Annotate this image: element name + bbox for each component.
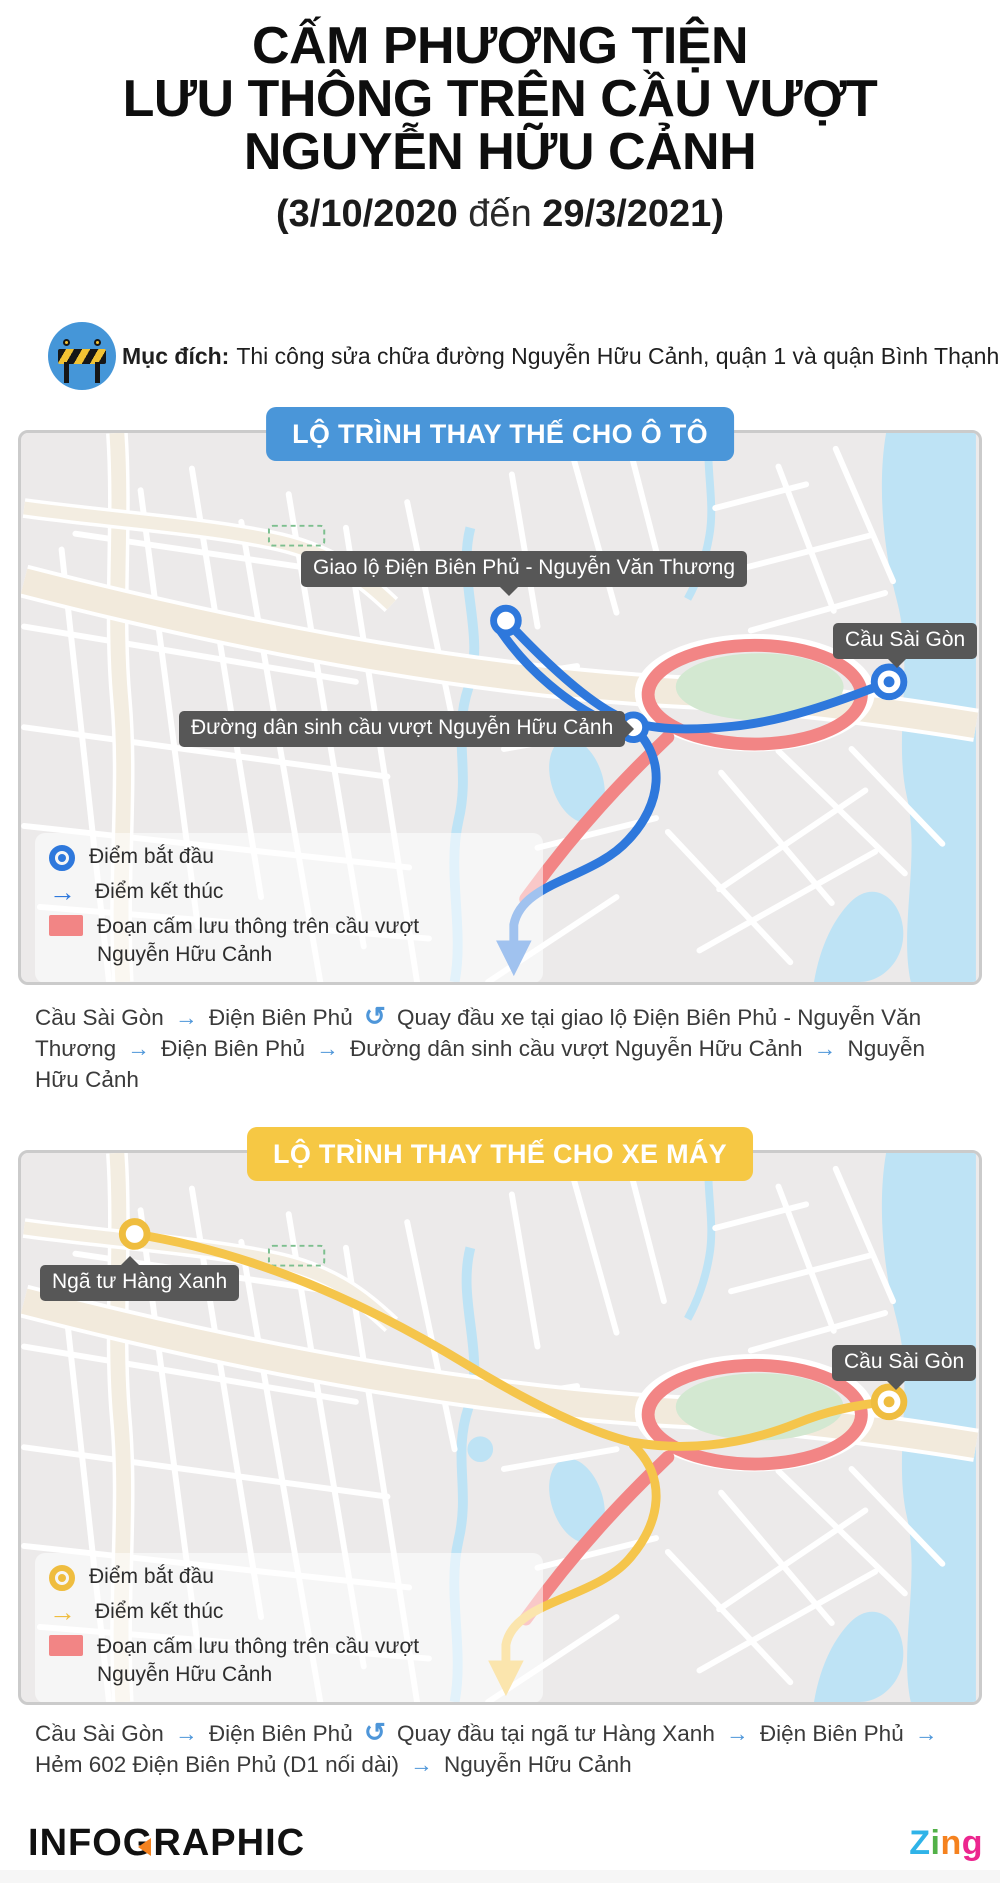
route-step: Điện Biên Phủ [759,1721,904,1746]
arrow-icon: → [914,1721,938,1746]
car-uturn-marker [494,608,519,633]
route-step: Cầu Sài Gòn [35,1721,164,1746]
legend-banned-line2: Nguyễn Hữu Cảnh [97,943,273,966]
legend-banned-label [97,913,419,969]
uturn-icon: ↺ [363,1717,386,1747]
purpose-body: Thi công sửa chữa đường Nguyễn Hữu Cảnh, quận 1 và quận Bình Thạnh [236,342,1000,369]
legend-banned-line1: Đoạn cấm lưu thông trên cầu vượt [97,1635,420,1658]
route-step: Quay đầu tại ngã tư Hàng Xanh [397,1721,715,1746]
date-space [532,193,543,235]
route-step: Điện Biên Phủ [161,1036,305,1061]
label-saigon-bridge-2 [832,1345,976,1381]
road-barrier-icon [48,322,116,390]
legend-end-label: Điểm kết thúc [95,1600,224,1623]
pointer-icon [499,586,519,596]
end-point-arrow-icon: → [49,877,76,907]
route-step: Quay đầu xe tại giao lộ Điện Biên Phủ - Nguyễn Văn Thương [35,1005,922,1061]
title-block [0,17,1000,236]
pointer-icon [887,658,907,668]
barrier-leg [95,362,100,383]
route-step: Đường dân sinh cầu vượt Nguyễn Hữu Cảnh [350,1036,803,1061]
end-point-arrow-icon: → [49,1597,76,1627]
date-open: ( [276,193,289,235]
brand-triangle-icon [138,1838,151,1856]
moto-map-header: LỘ TRÌNH THAY THẾ CHO XE MÁY [247,1127,753,1181]
date-end: 29/3/2021 [542,193,712,235]
bottom-strip [0,1870,1000,1883]
car-map-header: LỘ TRÌNH THAY THẾ CHO Ô TÔ [266,407,734,461]
purpose-label: Mục đích: [122,342,230,369]
date-start: 3/10/2020 [288,193,458,235]
moto-route-description [35,1717,967,1780]
car-route-description [35,1001,967,1095]
route-step: Nguyễn Hữu Cảnh [35,1036,926,1092]
label-hang-xanh [40,1265,239,1301]
legend [35,1553,543,1703]
date-range [0,193,1000,236]
legend-banned-line1: Đoạn cấm lưu thông trên cầu vượt [97,915,420,938]
arrow-icon: → [175,1721,198,1746]
moto-uturn-marker [122,1222,147,1247]
label-service-road-text: Đường dân sinh cầu vượt Nguyễn Hữu Cảnh [191,716,614,739]
route-step: Điện Biên Phủ [208,1721,353,1746]
title-line-2: LƯU THÔNG TRÊN CẦU VƯỢT [122,70,878,128]
legend-banned-line2: Nguyễn Hữu Cảnh [97,1663,273,1686]
label-service-road [179,711,625,747]
legend-start-label: Điểm bắt đầu [89,1565,214,1588]
label-hang-xanh-text: Ngã tư Hàng Xanh [52,1270,228,1293]
legend-end-label: Điểm kết thúc [95,880,224,903]
legend-start-label: Điểm bắt đầu [89,845,214,868]
start-point-icon [49,845,75,871]
pointer-icon [624,719,634,739]
label-saigon-bridge-text: Cầu Sài Gòn [845,628,966,651]
pointer-icon [886,1380,906,1390]
zing-logo-letter: Z [909,1824,931,1862]
route-step: Điện Biên Phủ [208,1005,353,1030]
route-step: Nguyễn Hữu Cảnh [443,1752,632,1777]
barrier-lamp-icon [63,339,70,346]
legend-start-row [49,845,529,871]
brand-g-letter: G [122,1822,154,1864]
legend-end-row [49,1597,529,1627]
moto-route-map [18,1150,982,1705]
date-conj-word: đến [468,193,532,235]
route-step: Hẻm 602 Điện Biên Phủ (D1 nối dài) [35,1752,399,1777]
start-point-icon [49,1565,75,1591]
barrier-leg [64,362,69,383]
pointer-icon [120,1256,140,1266]
purpose-line [122,322,999,390]
arrow-icon: → [813,1036,837,1061]
arrow-icon: → [316,1036,339,1061]
arrow-icon: → [726,1721,749,1746]
legend-start-row [49,1565,529,1591]
arrow-icon: → [175,1005,198,1030]
arrow-icon: → [127,1036,150,1061]
date-conjunction [458,193,469,235]
zing-logo-letter: i [930,1824,941,1862]
route-step: Cầu Sài Gòn [35,1005,164,1030]
date-close: ) [711,193,724,235]
banned-segment-swatch-icon [49,915,83,936]
arrow-icon: → [410,1752,433,1777]
label-intersection-text: Giao lộ Điện Biên Phủ - Nguyễn Văn Thương [313,556,736,579]
moto-start-marker [874,1387,904,1417]
title-line-1: CẤM PHƯƠNG TIỆN [252,17,748,75]
barrier-lamp-icon [94,339,101,346]
label-saigon-bridge-2-text: Cầu Sài Gòn [844,1350,965,1373]
car-route-map [18,430,982,985]
zing-logo-letter: g [961,1824,983,1862]
legend [35,833,543,983]
legend-end-row [49,877,529,907]
legend-banned-row [49,913,529,969]
zing-logo-letter: n [940,1824,962,1862]
car-start-marker [874,667,904,697]
legend-banned-row [49,1633,529,1689]
banned-segment-swatch-icon [49,1635,83,1656]
legend-banned-label [97,1633,419,1689]
zing-logo [909,1824,983,1863]
infographic-brand: INFOG RAPHIC [28,1822,306,1864]
label-intersection [301,551,747,587]
title-line-3: NGUYỄN HỮU CẢNH [243,123,757,181]
label-saigon-bridge [833,623,977,659]
uturn-icon: ↺ [363,1001,386,1031]
